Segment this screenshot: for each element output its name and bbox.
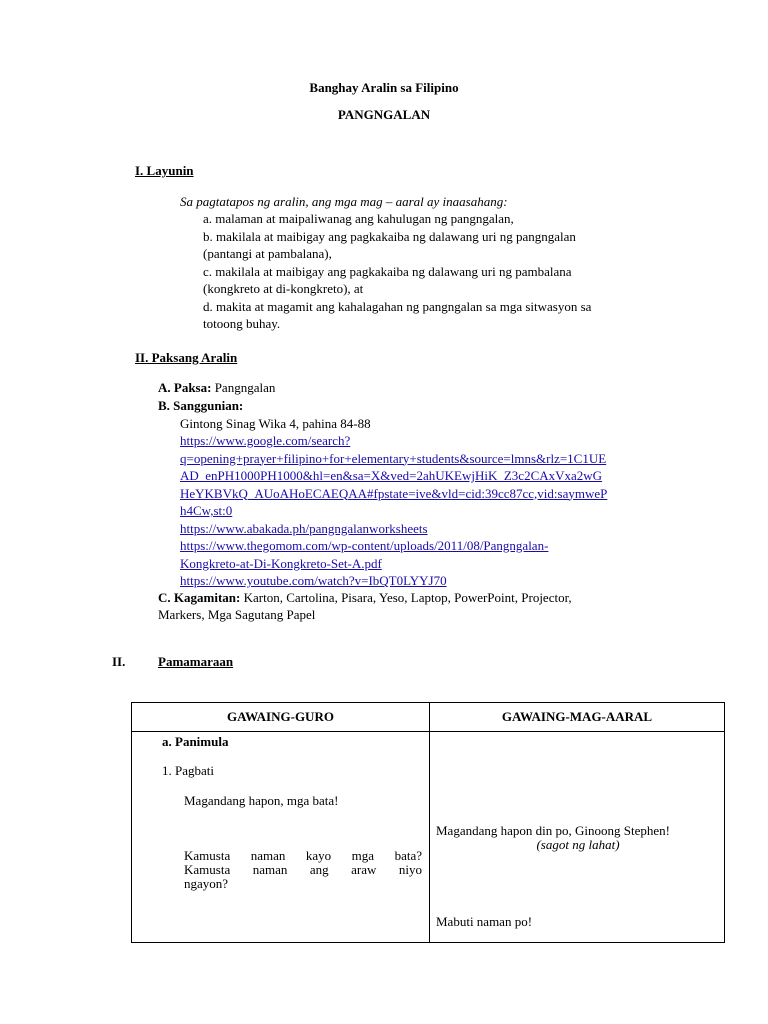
kagamitan-line [158, 589, 572, 607]
document-subtitle: PANGNGALAN [337, 107, 431, 122]
kagamitan-label: C. Kagamitan: [158, 590, 241, 605]
reference-link[interactable]: https://www.abakada.ph/pangngalanworksheets [180, 520, 428, 536]
layunin-item: c. makilala at maibigay ang pagkakaiba ng dalawang uri ng pambalana [203, 263, 572, 279]
paksang-aralin-heading: II. Paksang Aralin [135, 350, 238, 365]
paksa-line [158, 379, 275, 397]
sanggunian-book: Gintong Sinag Wika 4, pahina 84-88 [180, 416, 371, 431]
reference-link[interactable]: https://www.google.com/search? [180, 433, 351, 448]
layunin-item: (pantangi at pambalana), [203, 246, 332, 261]
sanggunian-label: B. Sanggunian: [158, 398, 244, 413]
reference-link[interactable]: h4Cw,st:0 [180, 503, 233, 518]
reference-link[interactable]: Kongkreto-at-Di-Kongkreto-Set-A.pdf [180, 555, 382, 571]
reference-link[interactable]: HeYKBVkQ_AUoAHoECAEQAA#fpstate=ive&vld=cid:39cc87cc,vid:saymweP [180, 485, 608, 501]
layunin-item: a. malaman at maipaliwanag ang kahulugan ng pangngalan, [203, 211, 514, 226]
reference-link[interactable]: https://www.youtube.com/watch?v=IbQT0LYYJ70 [180, 573, 447, 588]
document-title: Banghay Aralin sa Filipino [309, 80, 459, 95]
layunin-item: totoong buhay. [203, 316, 281, 331]
layunin-intro: Sa pagtatapos ng aralin, ang mga mag – aaral ay inaasahang: [180, 194, 508, 209]
paksa-label: A. Paksa: [158, 380, 212, 395]
paksa-value: Pangngalan [211, 380, 276, 395]
table-row [132, 732, 725, 943]
reference-link[interactable]: AD_enPH1000PH1000&hl=en&sa=X&ved=2ahUKEwjHiK_Z3c2CAxVxa2wG [180, 468, 603, 483]
panimula-label: a. Panimula [162, 734, 229, 749]
student-response-greeting: Magandang hapon din po, Ginoong Stephen! [436, 823, 670, 838]
guro-question-line: ngayon? [184, 876, 229, 891]
student-response-mabuti: Mabuti naman po! [436, 914, 533, 929]
guro-question-line: Kamusta naman ang araw niyo [184, 862, 422, 877]
student-response-note: (sagot ng lahat) [536, 837, 620, 852]
cell-mag-aaral [430, 732, 725, 943]
guro-question-line: Kamusta naman kayo mga bata? [184, 848, 422, 863]
pamamaraan-heading: Pamamaraan [158, 654, 234, 669]
layunin-list [203, 210, 591, 333]
reference-link[interactable]: https://www.thegomom.com/wp-content/uploads/2011/08/Pangngalan- [180, 538, 549, 553]
layunin-heading: I. Layunin [135, 163, 194, 178]
layunin-item: b. makilala at maibigay ang pagkakaiba ng dalawang uri ng pangngalan [203, 228, 576, 244]
guro-greeting: Magandang hapon, mga bata! [184, 793, 339, 808]
layunin-item: d. makita at magamit ang kahalagahan ng pangngalan sa mga sitwasyon sa [203, 298, 592, 314]
reference-link[interactable]: q=opening+prayer+filipino+for+elementary+students&source=lmns&rlz=1C1UE [180, 450, 607, 466]
activity-table [131, 702, 725, 943]
layunin-item: (kongkreto at di-kongkreto), at [203, 281, 364, 296]
sanggunian-links [180, 432, 607, 590]
table-header-row [132, 703, 725, 732]
kagamitan-value-cont: Markers, Mga Sagutang Papel [158, 607, 316, 622]
header-gawaing-mag-aaral: GAWAING-MAG-AARAL [430, 703, 725, 732]
pagbati-label: 1. Pagbati [162, 763, 214, 778]
header-gawaing-guro: GAWAING-GURO [132, 703, 430, 732]
pamamaraan-numeral: II. [112, 654, 126, 669]
kagamitan-value: Karton, Cartolina, Pisara, Yeso, Laptop, PowerPoint, Projector, [240, 590, 572, 605]
cell-guro [132, 732, 430, 943]
